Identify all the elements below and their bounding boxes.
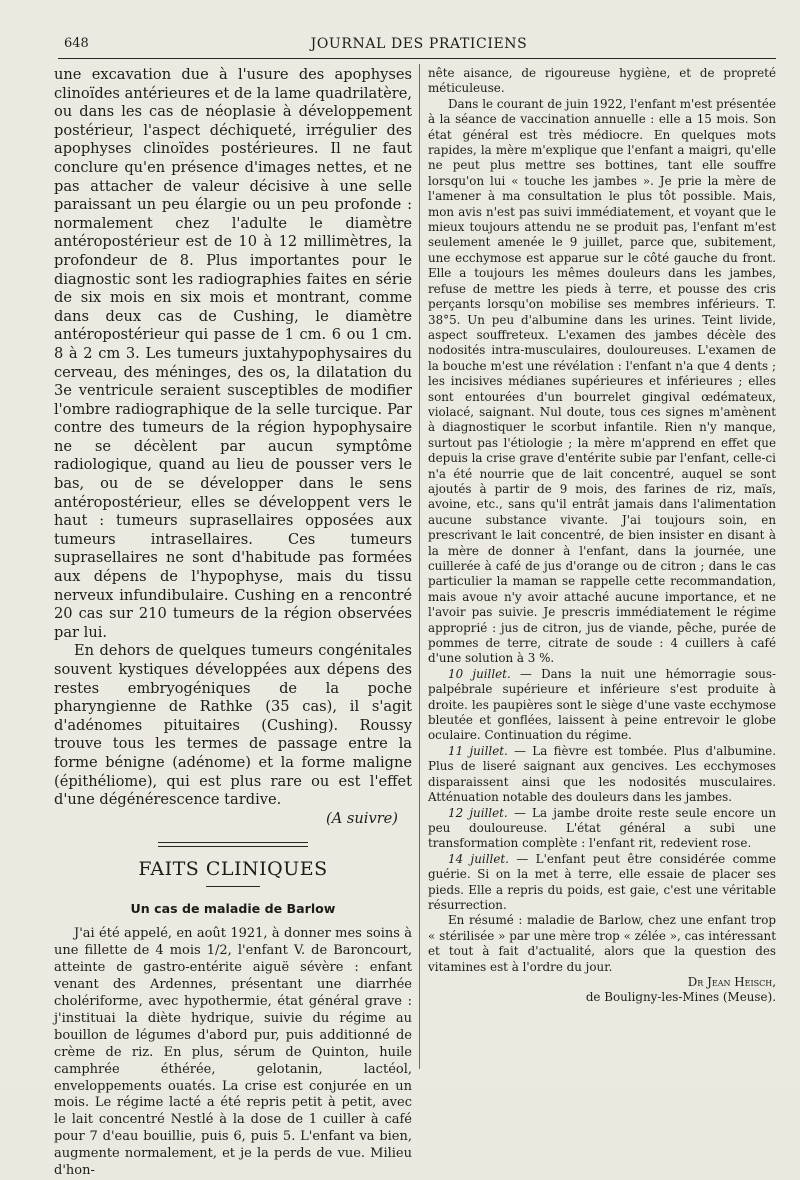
case-title: Un cas de maladie de Barlow — [130, 901, 336, 917]
date-july-11: 11 juillet. — [448, 743, 508, 758]
column-separator — [419, 64, 420, 1069]
continuation-paragraph: nête aisance, de rigoureuse hygiène, et de propreté méticuleuse. — [428, 66, 776, 96]
page-header — [64, 34, 774, 56]
author-location: de Bouligny-les-Mines (Meuse). — [585, 990, 776, 1005]
entry-july-12 — [428, 806, 776, 852]
date-july-10: 10 juillet. — [448, 666, 511, 681]
right-column — [428, 66, 776, 1076]
entry-july-14-text: — L'enfant peut être considérée comme guérie. Si on la met à terre, elle essaie de placer ses pieds. Elle a repris du poids, est gaie, c'est une véritable résurrection. — [428, 851, 777, 912]
summary-paragraph: En résumé : maladie de Barlow, chez une enfant trop « stérilisée » par une mère trop « zélée », cas intéressant et tout à fait d'actualité, alors que la question des vitamines est à l'ordre du jour. — [428, 913, 776, 974]
section-title: FAITS CLINIQUES — [138, 858, 328, 881]
left-column — [54, 66, 412, 1179]
case-body — [54, 926, 412, 1180]
date-july-14: 14 juillet. — [448, 851, 509, 866]
case-history-paragraph: Dans le courant de juin 1922, l'enfant m'est présentée à la séance de vaccination annuelle : elle a 15 mois. Son état général est très médiocre. En quelques mots rapides, la mère m'explique que l'enfant a maigri, qu'elle ne peut plus mettre ses bottines, tant elle souffre lorsqu'on lui « touche les jambes ». Je prie la mère de l'amener à ma consultation le plus tôt possible. Mais, mon avis n'est pas suivi immédiatement, et voyant que le mieux toujours attendu ne se produit pas, l'enfant m'est seulement amenée le 9 juillet, parce que, subitement, une ecchymose est apparue sur le côté gauche du front. Elle a toujours les mêmes douleurs dans les jambes, refuse de mettre les pieds à terre, et pousse des cris perçants lorsqu'on mobilise ses membres inférieurs. T. 38°5. Un peu d'albumine dans les urines. Teint livide, aspect souffreteux. L'examen des jambes décèle des nodosités intra-musculaires, douloureuses. L'examen de la bouche m'est une révélation : l'enfant n'a que 4 dents ; les incisives médianes supérieures et inférieures ; elles sont entourées d'un bourrelet gingival œdémateux, violacé, saignant. Nul doute, tous ces signes m'amènent à diagnostiquer le scorbut infantile. Rien n'y manque, surtout pas l'étiologie ; la mère m'apprend en effet que depuis la crise grave d'entérite subie par l'enfant, celle-ci n'a été nourrie que de lait concentré, auquel se sont ajoutés à partir de 9 mois, des farines de riz, maïs, avoine, etc., sans qu'il entrât jamais dans l'alimentation aucune substance vivante. J'ai toujours soin, en prescrivant le lait concentré, de bien insister en disant à la mère de donner à l'enfant, dans la journée, une cuillerée à café de jus d'orange ou de citron ; dans le cas particulier la maman se rappelle cette recommandation, mais avoue n'y avoir attaché aucune importance, et ne l'avoir pas suivie. Je prescris immédiatement le régime approprié : jus de citron, jus de viande, pêche, purée de pommes de terre, citrate de soude : 4 cuillers à café d'une solution à 3 %. — [428, 96, 776, 666]
case-paragraph: J'ai été appelé, en août 1921, à donner mes soins à une fillette de 4 mois 1/2, l'enfant V. de Baroncourt, atteinte de gastro-entérite aiguë sévère : enfant venant des Ardennes, présentant une diarrhée cholériforme, avec hypothermie, état général grave : j'instituai la diète hydrique, suivie du régime au bouillon de légumes d'abord pur, puis additionné de crème de riz. En plus, sérum de Quinton, huile camphrée éthérée, gelotanin, lactéol, enveloppements ouatés. La crise est conjurée en un mois. Le régime lacté a été repris petit à petit, avec le lait concentré Nestlé à la dose de 1 cuiller à café pour 7 d'eau bouillie, puis 6, puis 5. L'enfant va bien, augmente normalement, et je la perds de vue. Milieu d'hon- — [54, 926, 412, 1179]
entry-july-12-text: — La jambe droite reste seule encore un peu douloureuse. L'état général a subi une transformation complète : l'enfant rit, redevient rose. — [428, 805, 776, 851]
to-follow-note: (A suivre) — [326, 809, 398, 827]
page-number: 648 — [64, 36, 89, 51]
second-paragraph: En dehors de quelques tumeurs congénitales souvent kystiques développées aux dépens des restes embryogéniques de la poche pharyngienne de Rathke (35 cas), il s'agit d'adénomes pituitaires (Cushing). Roussy trouve tous les termes de passage entre la forme bénigne (adénome) et la forme maligne (épithéliome), qui est plus rare ou est l'effet d'une dégénérescence tardive. — [54, 642, 412, 809]
header-rule — [58, 58, 776, 59]
entry-july-10-text: — Dans la nuit une hémorragie sous-palpébrale supérieure et inférieure s'est produite à droite. les paupières sont le siège d'une vaste ecchymose bleutée et gonflées, laissent à peine entrevoir le globe oculaire. Continuation du régime. — [428, 666, 776, 743]
entry-july-14 — [428, 852, 776, 914]
author-signature — [428, 975, 776, 990]
author-name: Dr Jean Heisch, — [687, 974, 776, 989]
entry-july-11-text: — La fièvre est tombée. Plus d'albumine. Plus de liseré saignant aux gencives. Les ecchymoses disparaissent ainsi que les nodosités musculaires. Atténuation notable des douleurs dans les jambes. — [428, 743, 776, 805]
date-july-12: 12 juillet. — [448, 805, 508, 820]
section-divider — [158, 842, 308, 850]
intro-paragraph: une excavation due à l'usure des apophyses clinoïdes antérieures et de la lame quadrilatère, ou dans les cas de néoplasie à développement postérieur, l'aspect déchiqueté, irrégulier des apophyses clinoïdes postérieures. Il ne faut conclure qu'en présence d'images nettes, et ne pas attacher de valeur décisive à une selle paraissant un peu élargie ou un peu profonde : normalement chez l'adulte le diamètre antéropostérieur est de 10 à 12 millimètres, la profondeur de 8. Plus importantes pour le diagnostic sont les radiographies faites en série de six mois en six mois et montrant, comme dans deux cas de Cushing, le diamètre antéropostérieur qui passe de 1 cm. 6 ou 1 cm. 8 à 2 cm 3. Les tumeurs juxtahypophysaires du cerveau, des méninges, des os, la dilatation du 3e ventricule seraient susceptibles de modifier l'ombre radiographique de la selle turcique. Par contre des tumeurs de la région hypophysaire ne se décèlent par aucun symptôme radiologique, quand au lieu de pousser vers le bas, ou de se développer dans le sens antéropostérieur, elles se développent vers le haut : tumeurs suprasellaires opposées aux tumeurs intrasellaires. Ces tumeurs suprasellaires ne sont d'habitude pas formées aux dépens de l'hypophyse, mais du tissu nerveux infundibulaire. Cushing en a rencontré 20 cas sur 210 tumeurs de la région observées par lui. — [54, 66, 412, 641]
title-rule — [206, 886, 260, 887]
journal-title: JOURNAL DES PRATICIENS — [310, 36, 528, 52]
entry-july-11 — [428, 744, 776, 806]
entry-july-10 — [428, 667, 776, 744]
